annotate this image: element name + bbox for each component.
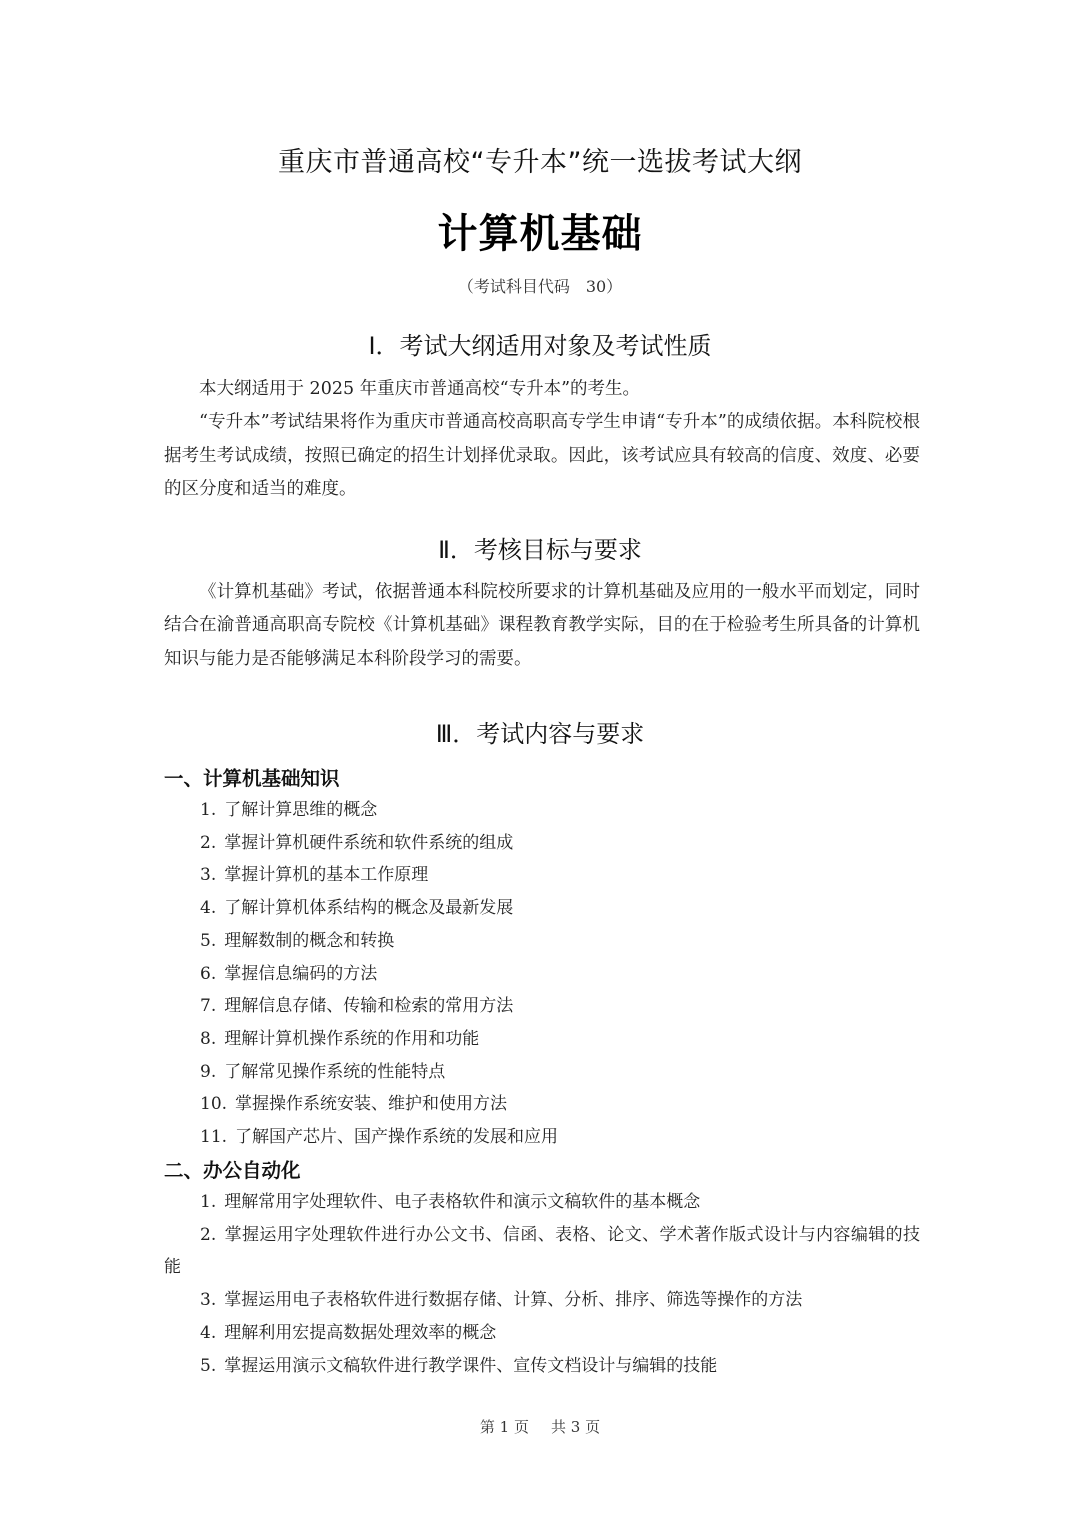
list-item: 2. 掌握计算机硬件系统和软件系统的组成 [200,832,514,853]
list-item: 3. 掌握计算机的基本工作原理 [200,865,429,886]
list-item: 4. 了解计算机体系结构的概念及最新发展 [200,898,514,919]
subsection-heading-office-automation: 二、办公自动化 [164,1159,301,1182]
list-item: 3. 掌握运用电子表格软件进行数据存储、计算、分析、排序、筛选等操作的方法 [200,1290,803,1311]
paragraph: “专升本”考试结果将作为重庆市普通高校高职高专学生申请“专升本”的成绩依据。本科院校根据考生考试成绩，按照已确定的招生计划择优录取。因此，该考试应具有较高的信度、效度、必要的区分度和适当的难度。 [164,412,920,499]
list-item: 8. 理解计算机操作系统的作用和功能 [200,1028,480,1049]
paragraph: 本大纲适用于 2025 年重庆市普通高校“专升本”的考生。 [199,379,641,399]
section-heading-3: Ⅲ．考试内容与要求 [435,720,645,748]
subject-title: 计算机基础 [437,211,643,257]
list-item: 7. 理解信息存储、传输和检索的常用方法 [200,996,514,1017]
list-item: 6. 掌握信息编码的方法 [200,963,378,984]
list-item: 2. 掌握运用字处理软件进行办公文书、信函、表格、论文、学术著作版式设计与内容编辑的技能 [164,1224,920,1278]
section-heading-2: Ⅱ．考核目标与要求 [438,536,642,564]
list-item: 10. 掌握操作系统安装、维护和使用方法 [200,1094,508,1115]
paragraph: 《计算机基础》考试，依据普通本科院校所要求的计算机基础及应用的一般水平而划定，同时结合在渝普通高职高专院校《计算机基础》课程教育教学实际，目的在于检验考生所具备的计算机知识与能力是否能够满足本科阶段学习的需要。 [164,582,920,669]
page-footer [0,1416,1080,1437]
list-item: 1. 了解计算思维的概念 [200,800,378,820]
list-item: 5. 掌握运用演示文稿软件进行教学课件、宣传文档设计与编辑的技能 [200,1355,718,1376]
document-title: 重庆市普通高校“专升本”统一选拔考试大纲 [278,147,802,178]
section-1-body [164,373,920,506]
section-2-body [164,576,920,676]
list-item: 5. 理解数制的概念和转换 [200,930,395,951]
computer-basics-list [164,794,920,1154]
subsection-heading-computer-basics: 一、计算机基础知识 [164,767,340,790]
list-item: 11. 了解国产芯片、国产操作系统的发展和应用 [200,1127,559,1148]
subject-code: （考试科目代码 30） [457,277,623,296]
list-item: 1. 理解常用字处理软件、电子表格软件和演示文稿软件的基本概念 [200,1192,701,1212]
page-total: 共 3 页 [551,1418,601,1436]
list-item: 4. 理解利用宏提高数据处理效率的概念 [200,1322,497,1343]
office-automation-list [164,1186,920,1382]
list-item: 9. 了解常见操作系统的性能特点 [200,1061,446,1082]
section-heading-1: Ⅰ．考试大纲适用对象及考试性质 [368,332,712,360]
page-number: 第 1 页 [479,1418,529,1436]
